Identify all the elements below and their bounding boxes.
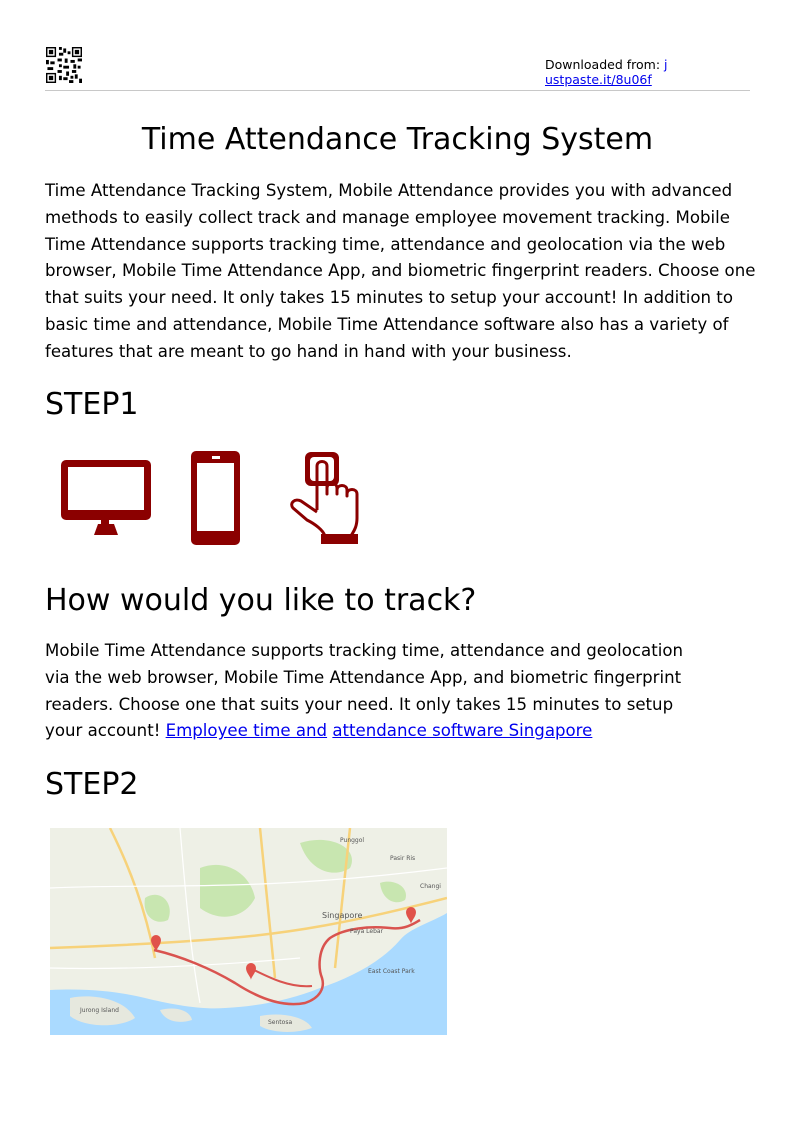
track-body: Mobile Time Attendance supports tracking time, attendance and geolocation via the web browser, Mobile Time Attendance App, and biometric fingerprint readers. Choose one that suits your need. It only takes 15 minutes to setup your account! — [45, 641, 684, 741]
map-label-singapore: Singapore — [322, 911, 363, 920]
smartphone-icon — [191, 451, 240, 545]
attendance-software-link[interactable]: attendance software Singapore — [332, 721, 593, 741]
track-paragraph — [45, 638, 705, 745]
map-label-changi: Changi — [420, 883, 441, 890]
qr-code-icon — [46, 47, 82, 83]
download-label: Downloaded from: — [545, 57, 665, 72]
employee-time-link[interactable]: Employee time and — [165, 721, 328, 741]
map-label-jurong-island: Jurong Island — [80, 1007, 119, 1014]
route-map — [50, 828, 447, 1035]
step2-heading: STEP2 — [45, 767, 139, 802]
intro-paragraph: Time Attendance Tracking System, Mobile Attendance provides you with advanced methods to easily collect track and manage employee movement tracking. Mobile Time Attendance supports tracking time, attendance and geolocation via the web browser, Mobile Time Attendance App, and biometric fingerprint readers. Choose one that suits your need. It only takes 15 minutes to setup your account! In addition to basic time and attendance, Mobile Time Attendance software also has a variety of features that are meant to go hand in hand with your business. — [45, 181, 756, 361]
map-label-east-coast: East Coast Park — [368, 968, 415, 975]
map-label-pasir-ris: Pasir Ris — [390, 855, 416, 862]
download-link-part1[interactable]: j — [664, 57, 668, 72]
map-label-paya-lebar: Paya Lebar — [350, 928, 384, 935]
map-label-punggol: Punggol — [340, 837, 365, 844]
tracking-method-icons — [55, 448, 375, 548]
desktop-monitor-icon — [61, 460, 151, 535]
map-label-sentosa: Sentosa — [268, 1019, 293, 1026]
download-link-part2[interactable]: ustpaste.it/8u06f — [545, 72, 652, 87]
track-heading: How would you like to track? — [45, 583, 477, 618]
page-title: Time Attendance Tracking System — [141, 122, 654, 157]
header-divider — [45, 90, 750, 91]
download-source — [545, 57, 675, 87]
fingerprint-touch-icon — [292, 452, 358, 544]
step1-heading: STEP1 — [45, 387, 139, 422]
